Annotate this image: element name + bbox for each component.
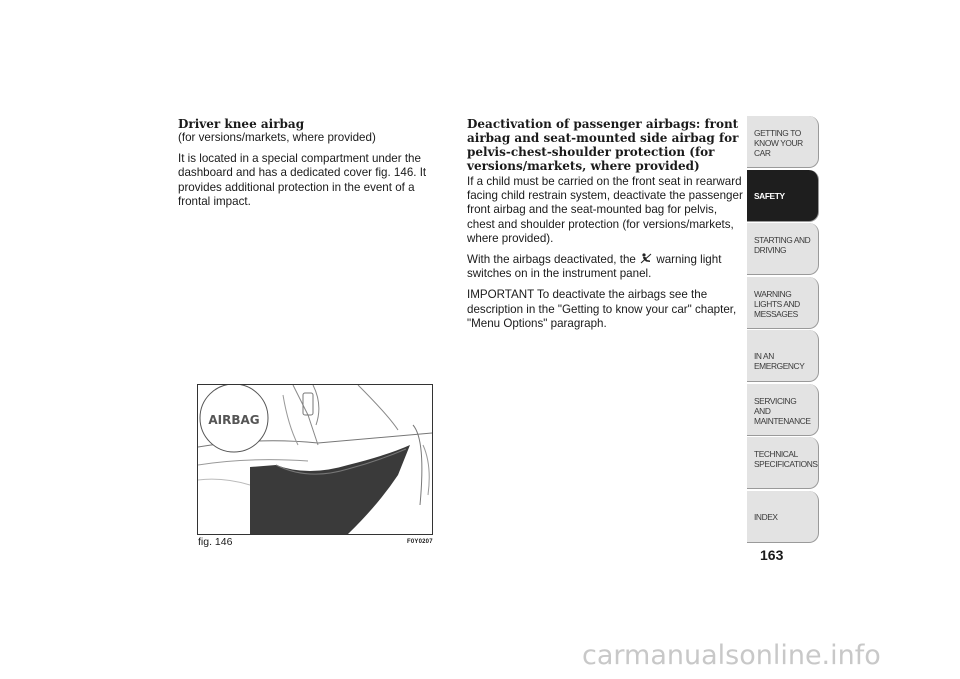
figure-knee-airbag <box>197 384 433 535</box>
tab-starting-and-driving[interactable]: STARTING AND DRIVING <box>747 223 819 275</box>
airbag-label: AIRBAG <box>208 413 260 427</box>
section-heading: Deactivation of passenger airbags: front airbag and seat-mounted side airbag for pelvis-chest-shoulder protection (for versions/markets, where provided) <box>467 117 739 173</box>
text-before-icon: With the airbags deactivated, the <box>467 253 636 267</box>
figure-code: F0Y0207 <box>407 539 433 545</box>
tab-safety[interactable]: SAFETY <box>747 170 819 222</box>
figure-caption: fig. 146 <box>198 536 233 548</box>
section-heading: Driver knee airbag <box>178 117 305 131</box>
tab-in-an-emergency[interactable]: IN AN EMERGENCY <box>747 330 819 382</box>
section-subheading: (for versions/markets, where provided) <box>178 131 376 144</box>
tab-warning-lights-and-messages[interactable]: WARNING LIGHTS AND MESSAGES <box>747 277 819 329</box>
page-number: 163 <box>760 547 784 563</box>
body-paragraph: If a child must be carried on the front seat in rearward facing child restrain system, deactivate the passenger front airbag and the seat-mounted bag for pelvis, chest and shoulder protection (for versions/markets, where provided). <box>467 175 743 245</box>
knee-airbag-illustration <box>198 385 432 534</box>
body-paragraph: It is located in a special compartment under the dashboard and has a dedicated cover fig. 146. It provides additional protection in the event of a frontal impact. <box>178 152 427 208</box>
tab-index[interactable]: INDEX <box>747 491 819 543</box>
chapter-tabs <box>747 116 819 544</box>
tab-getting-to-know-your-car[interactable]: GETTING TO KNOW YOUR CAR <box>747 116 819 168</box>
watermark: carmanualsonline.info <box>582 640 881 671</box>
right-column <box>467 117 745 338</box>
tab-servicing-and-maintenance[interactable]: SERVICING AND MAINTENANCE <box>747 384 819 436</box>
tab-technical-specifications[interactable]: TECHNICAL SPECIFICATIONS <box>747 437 819 489</box>
left-column <box>178 117 433 216</box>
body-paragraph-warning <box>467 253 745 281</box>
text-after-icon: warning light switches on in the instrument panel. <box>467 253 722 281</box>
body-paragraph: IMPORTANT To deactivate the airbags see the description in the "Getting to know your car" chapter, "Menu Options" paragraph. <box>467 288 737 330</box>
passenger-airbag-off-icon <box>640 253 652 264</box>
